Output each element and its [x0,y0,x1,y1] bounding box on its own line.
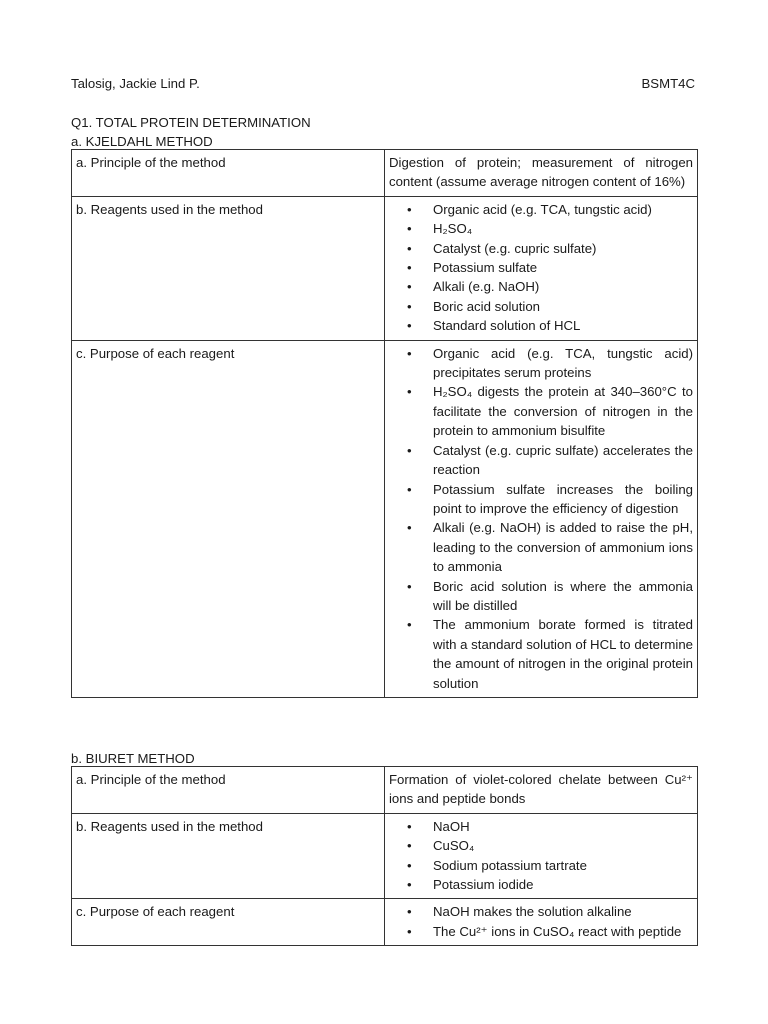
reagents-cell [385,813,698,899]
reagents-list [389,200,693,336]
question-title: Q1. TOTAL PROTEIN DETERMINATION [71,115,311,130]
table-row [72,150,698,197]
list-item: • H₂SO₄ digests the protein at 340–360°C to facilitate the conversion of nitrogen in the protein to ammonium bisulfite [433,382,693,440]
course-section: BSMT4C [641,76,695,91]
reagents-cell [385,196,698,340]
list-item: • Potassium sulfate increases the boiling point to improve the efficiency of digestion [433,480,693,519]
principle-label: a. Principle of the method [72,767,385,814]
table-row [72,340,698,697]
list-item: • Sodium potassium tartrate [433,856,693,875]
list-item: • Organic acid (e.g. TCA, tungstic acid) [433,200,693,219]
purpose-cell [385,340,698,697]
reagents-label: b. Reagents used in the method [72,196,385,340]
list-item: • Boric acid solution [433,297,693,316]
list-item: • The ammonium borate formed is titrated with a standard solution of HCL to determine the amount of nitrogen in the original protein solution [433,615,693,693]
list-item: • Potassium iodide [433,875,693,894]
purpose-label: c. Purpose of each reagent [72,340,385,697]
list-item: • The Cu²⁺ ions in CuSO₄ react with peptide [433,922,693,941]
list-item: • Potassium sulfate [433,258,693,277]
purpose-list [389,344,693,693]
principle-label: a. Principle of the method [72,150,385,197]
list-item: • Boric acid solution is where the ammonia will be distilled [433,577,693,616]
list-item: • Catalyst (e.g. cupric sulfate) [433,239,693,258]
biuret-table [71,766,698,946]
list-item: • Alkali (e.g. NaOH) [433,277,693,296]
list-item: • Catalyst (e.g. cupric sulfate) accelerates the reaction [433,441,693,480]
list-item: • Organic acid (e.g. TCA, tungstic acid) precipitates serum proteins [433,344,693,383]
reagents-label: b. Reagents used in the method [72,813,385,899]
kjeldahl-heading: a. KJELDAHL METHOD [71,134,213,149]
reagents-list [389,817,693,895]
purpose-cell [385,899,698,946]
table-row [72,899,698,946]
list-item: • H₂SO₄ [433,219,693,238]
purpose-label: c. Purpose of each reagent [72,899,385,946]
principle-text: Formation of violet-colored chelate between Cu²⁺ ions and peptide bonds [385,767,698,814]
table-row [72,813,698,899]
table-row [72,196,698,340]
list-item: • Alkali (e.g. NaOH) is added to raise the pH, leading to the conversion of ammonium ions to ammonia [433,518,693,576]
list-item: • NaOH [433,817,693,836]
student-name: Talosig, Jackie Lind P. [71,76,200,91]
biuret-heading: b. BIURET METHOD [71,751,195,766]
list-item: • Standard solution of HCL [433,316,693,335]
list-item: • CuSO₄ [433,836,693,855]
principle-text: Digestion of protein; measurement of nitrogen content (assume average nitrogen content of 16%) [385,150,698,197]
purpose-list [389,902,693,941]
table-row [72,767,698,814]
list-item: • NaOH makes the solution alkaline [433,902,693,921]
kjeldahl-table [71,149,698,698]
